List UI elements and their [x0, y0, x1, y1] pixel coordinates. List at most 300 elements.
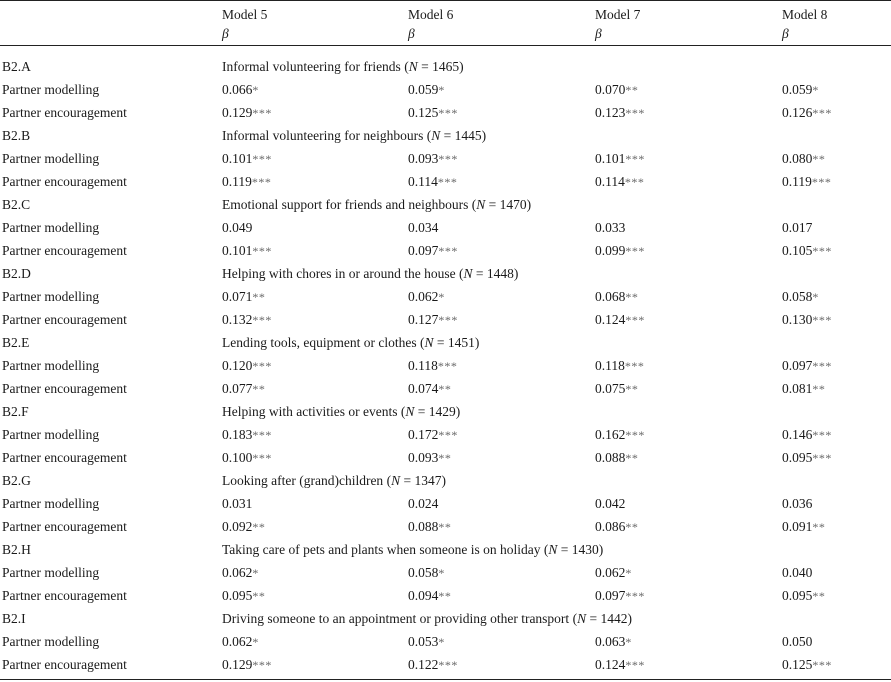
significance-stars: * — [625, 635, 632, 649]
significance-stars: ** — [625, 83, 639, 97]
table-row — [0, 630, 891, 653]
beta-value: 0.146 — [782, 427, 813, 442]
row-label: Partner encouragement — [2, 312, 127, 327]
section-title: Helping with chores in or around the house (N = 1448) — [222, 266, 519, 281]
beta-cell — [222, 630, 259, 654]
row-label: Partner modelling — [2, 634, 100, 649]
row-label: Partner modelling — [2, 151, 100, 166]
beta-cell — [782, 78, 819, 102]
row-label: Partner encouragement — [2, 450, 127, 465]
significance-stars: *** — [625, 313, 645, 327]
beta-value: 0.118 — [595, 358, 625, 373]
table-row — [0, 239, 891, 262]
significance-stars: ** — [625, 520, 639, 534]
beta-value: 0.031 — [222, 496, 253, 511]
beta-value: 0.100 — [222, 450, 253, 465]
header-model-5 — [222, 5, 267, 43]
beta-value: 0.183 — [222, 427, 253, 442]
section-n-label: N — [424, 335, 434, 350]
beta-cell — [408, 653, 458, 677]
significance-stars: ** — [812, 520, 826, 534]
beta-cell — [782, 630, 812, 654]
beta-cell — [408, 216, 438, 240]
significance-stars: *** — [811, 175, 832, 189]
significance-stars: * — [252, 635, 259, 649]
header-model-label: Model 6 — [408, 7, 454, 22]
beta-cell — [595, 446, 638, 470]
beta-value: 0.162 — [595, 427, 626, 442]
beta-cell — [222, 170, 271, 194]
table-row — [0, 78, 891, 101]
significance-stars: ** — [625, 290, 639, 304]
significance-stars: *** — [438, 152, 458, 166]
significance-stars: *** — [812, 359, 832, 373]
significance-stars: *** — [252, 244, 272, 258]
beta-value: 0.118 — [408, 358, 438, 373]
significance-stars: ** — [252, 382, 266, 396]
row-label: Partner modelling — [2, 220, 100, 235]
table-row — [0, 515, 891, 538]
beta-cell — [782, 377, 825, 401]
beta-value: 0.059 — [408, 82, 439, 97]
section-title-text: Helping with chores in or around the house — [222, 266, 456, 281]
significance-stars: ** — [252, 589, 266, 603]
significance-stars: *** — [625, 152, 645, 166]
section-header-row — [0, 124, 891, 147]
beta-value: 0.094 — [408, 588, 439, 603]
beta-value: 0.119 — [782, 174, 812, 189]
beta-cell — [222, 584, 265, 608]
significance-stars: *** — [625, 589, 645, 603]
beta-value: 0.092 — [222, 519, 253, 534]
beta-cell — [782, 423, 832, 447]
beta-cell — [782, 446, 832, 470]
beta-value: 0.095 — [782, 450, 813, 465]
beta-cell — [222, 423, 272, 447]
beta-cell — [222, 78, 259, 102]
beta-cell — [408, 78, 445, 102]
beta-value: 0.093 — [408, 151, 439, 166]
significance-stars: *** — [438, 244, 458, 258]
beta-cell — [222, 216, 252, 240]
section-n-value: = 1448 — [475, 266, 514, 281]
beta-value: 0.126 — [782, 105, 813, 120]
row-label: Partner modelling — [2, 565, 100, 580]
beta-value: 0.119 — [222, 174, 252, 189]
beta-value: 0.101 — [222, 243, 253, 258]
beta-value: 0.095 — [782, 588, 813, 603]
beta-value: 0.105 — [782, 243, 813, 258]
section-header-row — [0, 400, 891, 423]
section-code: B2.G — [2, 473, 31, 488]
significance-stars: ** — [252, 520, 266, 534]
section-title-text: Looking after (grand)children — [222, 473, 384, 488]
row-label: Partner modelling — [2, 496, 100, 511]
significance-stars: * — [438, 635, 445, 649]
row-label: Partner encouragement — [2, 381, 127, 396]
beta-value: 0.066 — [222, 82, 253, 97]
beta-value: 0.114 — [408, 174, 438, 189]
significance-stars: * — [812, 290, 819, 304]
beta-value: 0.129 — [222, 657, 253, 672]
bottom-rule — [0, 679, 891, 680]
table-row — [0, 584, 891, 607]
significance-stars: ** — [625, 382, 639, 396]
section-title-text: Driving someone to an appointment or providing other transport — [222, 611, 570, 626]
section-n-value: = 1465 — [421, 59, 460, 74]
beta-cell — [222, 354, 272, 378]
section-header-row — [0, 469, 891, 492]
table-row — [0, 308, 891, 331]
row-label: Partner encouragement — [2, 657, 127, 672]
significance-stars: *** — [252, 359, 272, 373]
beta-cell — [595, 216, 625, 240]
beta-cell — [408, 561, 445, 585]
significance-stars: *** — [252, 106, 272, 120]
beta-cell — [782, 492, 812, 516]
beta-value: 0.040 — [782, 565, 813, 580]
section-title: Emotional support for friends and neighbours (N = 1470) — [222, 197, 532, 212]
significance-stars: *** — [252, 313, 272, 327]
section-code: B2.H — [2, 542, 31, 557]
beta-cell — [408, 377, 451, 401]
significance-stars: *** — [625, 428, 645, 442]
beta-value: 0.172 — [408, 427, 439, 442]
beta-value: 0.062 — [222, 634, 253, 649]
table-row — [0, 101, 891, 124]
section-title: Informal volunteering for friends (N = 1465) — [222, 59, 464, 74]
significance-stars: *** — [437, 175, 458, 189]
beta-cell — [408, 239, 458, 263]
beta-value: 0.062 — [408, 289, 439, 304]
section-n-value: = 1445 — [443, 128, 482, 143]
beta-value: 0.122 — [408, 657, 439, 672]
section-n-label: N — [548, 542, 558, 557]
beta-value: 0.059 — [782, 82, 813, 97]
beta-cell — [408, 101, 458, 125]
beta-cell — [595, 630, 632, 654]
beta-value: 0.114 — [595, 174, 625, 189]
table-row — [0, 653, 891, 676]
beta-value: 0.042 — [595, 496, 626, 511]
section-header-row — [0, 55, 891, 78]
section-title: Taking care of pets and plants when someone is on holiday (N = 1430) — [222, 542, 604, 557]
beta-value: 0.097 — [782, 358, 813, 373]
section-code: B2.D — [2, 266, 31, 281]
significance-stars: ** — [812, 589, 826, 603]
beta-value: 0.070 — [595, 82, 626, 97]
significance-stars: *** — [624, 175, 645, 189]
beta-value: 0.050 — [782, 634, 813, 649]
section-n-value: = 1442 — [589, 611, 628, 626]
beta-value: 0.125 — [408, 105, 439, 120]
beta-value: 0.062 — [595, 565, 626, 580]
section-n-label: N — [408, 59, 418, 74]
section-title-text: Informal volunteering for friends — [222, 59, 401, 74]
row-label: Partner encouragement — [2, 105, 127, 120]
beta-value: 0.097 — [595, 588, 626, 603]
beta-cell — [782, 653, 832, 677]
beta-cell — [595, 423, 645, 447]
significance-stars: *** — [437, 359, 458, 373]
beta-value: 0.099 — [595, 243, 626, 258]
beta-value: 0.033 — [595, 220, 626, 235]
significance-stars: * — [812, 83, 819, 97]
significance-stars: *** — [812, 313, 832, 327]
beta-cell — [222, 285, 265, 309]
beta-cell — [222, 561, 259, 585]
beta-cell — [408, 446, 451, 470]
section-title-text: Helping with activities or events — [222, 404, 398, 419]
beta-cell — [408, 630, 445, 654]
significance-stars: * — [625, 566, 632, 580]
header-model-6 — [408, 5, 453, 43]
beta-cell — [222, 147, 272, 171]
significance-stars: *** — [252, 658, 272, 672]
section-n-value: = 1470 — [488, 197, 527, 212]
beta-cell — [782, 285, 819, 309]
beta-cell — [595, 101, 645, 125]
significance-stars: ** — [252, 290, 266, 304]
beta-value: 0.062 — [222, 565, 253, 580]
header-rule — [0, 45, 891, 46]
significance-stars: ** — [438, 382, 452, 396]
beta-cell — [222, 515, 265, 539]
beta-cell — [595, 285, 638, 309]
significance-stars: *** — [438, 428, 458, 442]
significance-stars: ** — [812, 152, 826, 166]
beta-value: 0.101 — [222, 151, 253, 166]
section-code: B2.C — [2, 197, 31, 212]
row-label: Partner encouragement — [2, 588, 127, 603]
beta-value: 0.095 — [222, 588, 253, 603]
significance-stars: *** — [252, 451, 272, 465]
section-n-label: N — [431, 128, 441, 143]
significance-stars: ** — [438, 520, 452, 534]
beta-cell — [222, 239, 272, 263]
beta-value: 0.123 — [595, 105, 626, 120]
beta-cell — [782, 515, 825, 539]
section-code: B2.A — [2, 59, 31, 74]
header-model-7 — [595, 5, 640, 43]
beta-cell — [222, 308, 272, 332]
beta-cell — [408, 285, 445, 309]
beta-cell — [222, 446, 272, 470]
table-row — [0, 423, 891, 446]
beta-cell — [782, 101, 832, 125]
significance-stars: ** — [812, 382, 826, 396]
header-beta-label: β — [595, 26, 602, 41]
table-row — [0, 446, 891, 469]
beta-value: 0.132 — [222, 312, 253, 327]
section-n-value: = 1451 — [436, 335, 475, 350]
significance-stars: *** — [438, 658, 458, 672]
beta-value: 0.036 — [782, 496, 813, 511]
section-title-text: Informal volunteering for neighbours — [222, 128, 424, 143]
beta-cell — [782, 308, 832, 332]
beta-value: 0.080 — [782, 151, 813, 166]
significance-stars: ** — [625, 451, 639, 465]
beta-cell — [408, 170, 457, 194]
significance-stars: *** — [812, 106, 832, 120]
beta-cell — [595, 170, 644, 194]
beta-value: 0.091 — [782, 519, 813, 534]
section-header-row — [0, 193, 891, 216]
beta-value: 0.024 — [408, 496, 439, 511]
beta-cell — [782, 170, 831, 194]
significance-stars: *** — [812, 244, 832, 258]
section-n-label: N — [577, 611, 587, 626]
beta-cell — [595, 78, 638, 102]
significance-stars: *** — [812, 428, 832, 442]
table-row — [0, 216, 891, 239]
beta-cell — [408, 354, 457, 378]
significance-stars: *** — [624, 359, 645, 373]
beta-cell — [222, 653, 272, 677]
beta-value: 0.058 — [782, 289, 813, 304]
significance-stars: *** — [625, 106, 645, 120]
significance-stars: *** — [438, 313, 458, 327]
section-title: Looking after (grand)children (N = 1347) — [222, 473, 446, 488]
beta-cell — [595, 584, 645, 608]
beta-cell — [782, 239, 832, 263]
significance-stars: *** — [438, 106, 458, 120]
beta-value: 0.077 — [222, 381, 253, 396]
beta-cell — [408, 515, 451, 539]
beta-cell — [408, 492, 438, 516]
beta-cell — [595, 561, 632, 585]
row-label: Partner encouragement — [2, 519, 127, 534]
beta-cell — [222, 377, 265, 401]
significance-stars: *** — [625, 658, 645, 672]
significance-stars: * — [252, 83, 259, 97]
section-header-row — [0, 607, 891, 630]
table-row — [0, 147, 891, 170]
table-row — [0, 492, 891, 515]
significance-stars: *** — [252, 152, 272, 166]
beta-value: 0.130 — [782, 312, 813, 327]
section-title-text: Taking care of pets and plants when someone is on holiday — [222, 542, 541, 557]
beta-value: 0.088 — [408, 519, 439, 534]
beta-cell — [782, 584, 825, 608]
section-title: Lending tools, equipment or clothes (N = 1451) — [222, 335, 480, 350]
beta-cell — [782, 561, 812, 585]
row-label: Partner modelling — [2, 82, 100, 97]
beta-cell — [595, 354, 644, 378]
significance-stars: *** — [251, 175, 272, 189]
section-code: B2.F — [2, 404, 29, 419]
beta-cell — [408, 423, 458, 447]
significance-stars: *** — [812, 451, 832, 465]
beta-cell — [595, 492, 625, 516]
section-title-text: Emotional support for friends and neighbours — [222, 197, 469, 212]
beta-cell — [222, 101, 272, 125]
section-n-value: = 1347 — [403, 473, 442, 488]
header-beta-label: β — [222, 26, 229, 41]
section-title-text: Lending tools, equipment or clothes — [222, 335, 417, 350]
beta-value: 0.127 — [408, 312, 439, 327]
beta-value: 0.129 — [222, 105, 253, 120]
beta-value: 0.081 — [782, 381, 813, 396]
table-row — [0, 354, 891, 377]
section-code: B2.B — [2, 128, 31, 143]
section-n-label: N — [405, 404, 415, 419]
section-header-row — [0, 538, 891, 561]
header-model-label: Model 8 — [782, 7, 828, 22]
section-title: Informal volunteering for neighbours (N = 1445) — [222, 128, 487, 143]
significance-stars: * — [438, 566, 445, 580]
table-row — [0, 561, 891, 584]
section-header-row — [0, 331, 891, 354]
beta-value: 0.049 — [222, 220, 253, 235]
top-rule — [0, 0, 891, 1]
table-row — [0, 285, 891, 308]
beta-value: 0.063 — [595, 634, 626, 649]
section-code: B2.E — [2, 335, 30, 350]
beta-value: 0.086 — [595, 519, 626, 534]
row-label: Partner modelling — [2, 358, 100, 373]
beta-value: 0.075 — [595, 381, 626, 396]
beta-value: 0.088 — [595, 450, 626, 465]
beta-cell — [595, 239, 645, 263]
header-model-8 — [782, 5, 827, 43]
beta-value: 0.074 — [408, 381, 439, 396]
row-label: Partner modelling — [2, 289, 100, 304]
table-row — [0, 170, 891, 193]
beta-value: 0.068 — [595, 289, 626, 304]
section-code: B2.I — [2, 611, 26, 626]
header-model-label: Model 5 — [222, 7, 268, 22]
section-n-value: = 1430 — [560, 542, 599, 557]
section-n-label: N — [391, 473, 401, 488]
beta-value: 0.124 — [595, 657, 626, 672]
header-beta-label: β — [408, 26, 415, 41]
significance-stars: * — [438, 290, 445, 304]
beta-cell — [595, 515, 638, 539]
beta-cell — [408, 584, 451, 608]
beta-value: 0.093 — [408, 450, 439, 465]
beta-value: 0.124 — [595, 312, 626, 327]
significance-stars: *** — [625, 244, 645, 258]
significance-stars: *** — [252, 428, 272, 442]
beta-cell — [595, 377, 638, 401]
section-n-label: N — [476, 197, 486, 212]
row-label: Partner modelling — [2, 427, 100, 442]
beta-value: 0.034 — [408, 220, 439, 235]
section-title: Driving someone to an appointment or providing other transport (N = 1442) — [222, 611, 632, 626]
header-beta-label: β — [782, 26, 789, 41]
section-title: Helping with activities or events (N = 1429) — [222, 404, 461, 419]
beta-cell — [782, 354, 832, 378]
row-label: Partner encouragement — [2, 243, 127, 258]
section-n-label: N — [463, 266, 473, 281]
beta-cell — [408, 147, 458, 171]
beta-value: 0.017 — [782, 220, 813, 235]
row-label: Partner encouragement — [2, 174, 127, 189]
beta-cell — [595, 653, 645, 677]
beta-cell — [222, 492, 252, 516]
significance-stars: ** — [438, 589, 452, 603]
beta-cell — [595, 147, 645, 171]
section-header-row — [0, 262, 891, 285]
beta-cell — [782, 147, 825, 171]
significance-stars: * — [252, 566, 259, 580]
header-model-label: Model 7 — [595, 7, 641, 22]
beta-value: 0.101 — [595, 151, 626, 166]
beta-cell — [595, 308, 645, 332]
beta-value: 0.125 — [782, 657, 813, 672]
significance-stars: *** — [812, 658, 832, 672]
